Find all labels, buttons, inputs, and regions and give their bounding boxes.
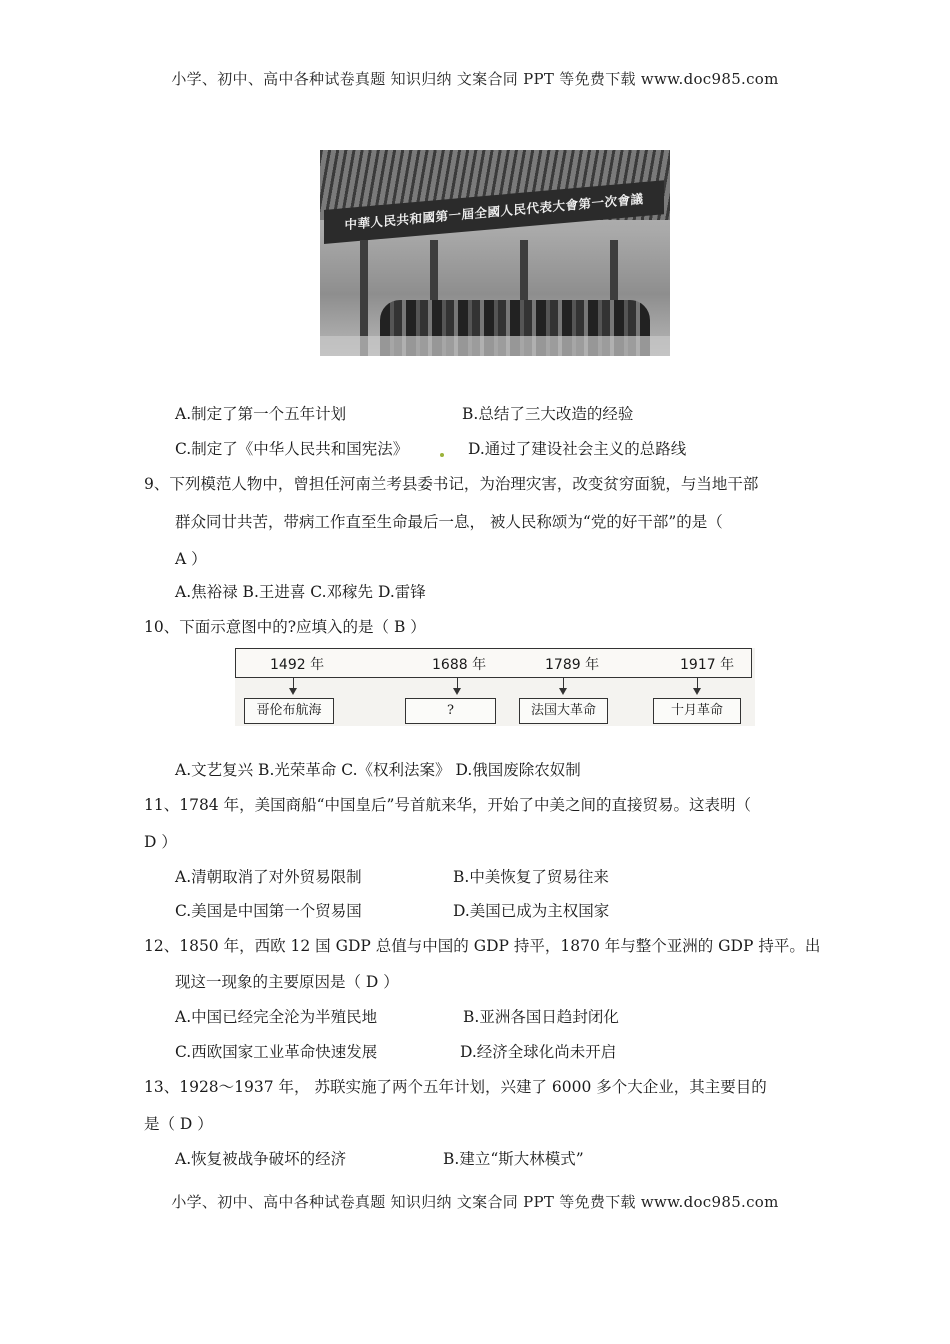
q9-stem-line2: 群众同廿共苦，带病工作直至生命最后一息， 被人民称颂为“党的好干部”的是（ <box>175 513 723 531</box>
q8-option-a: A.制定了第一个五年计划 <box>175 405 347 423</box>
q13-stem-line1: 13、1928～1937 年， 苏联实施了两个五年计划，兴建了 6000 多个大企业，其主要目的 <box>144 1078 767 1096</box>
timeline-event-unknown: ? <box>405 698 496 724</box>
page-footer: 小学、初中、高中各种试卷真题 知识归纳 文案合同 PPT 等免费下载 www.doc985.com <box>171 1193 779 1211</box>
timeline-event: 法国大革命 <box>519 698 608 724</box>
q8-option-c: C.制定了《中华人民共和国宪法》 <box>175 440 409 458</box>
q11-answer: D ） <box>144 833 177 851</box>
q12-option-c: C.西欧国家工业革命快速发展 <box>175 1043 378 1061</box>
timeline-arrow <box>457 678 458 692</box>
q12-stem-line2: 现这一现象的主要原因是（ D ） <box>175 973 399 991</box>
photo-ground <box>320 336 670 356</box>
timeline-arrow <box>293 678 294 692</box>
q12-option-a: A.中国已经完全沦为半殖民地 <box>175 1008 378 1026</box>
speck-mark <box>440 453 444 457</box>
q12-stem-line1: 12、1850 年，西欧 12 国 GDP 总值与中国的 GDP 持平，1870 年与整个亚洲的 GDP 持平。出 <box>144 937 821 955</box>
q11-option-a: A.清朝取消了对外贸易限制 <box>175 868 362 886</box>
timeline-year: 1917 年 <box>680 657 735 673</box>
q13-option-b: B.建立“斯大林模式” <box>443 1150 584 1168</box>
q8-option-d: D.通过了建设社会主义的总路线 <box>468 440 687 458</box>
timeline-year: 1492 年 <box>270 657 325 673</box>
q8-option-b: B.总结了三大改造的经验 <box>462 405 634 423</box>
q9-stem-line1: 9、下列模范人物中，曾担任河南兰考县委书记，为治理灾害，改变贫穷面貌，与当地干部 <box>144 475 759 493</box>
q10-stem: 10、下面示意图中的?应填入的是（ B ） <box>144 618 426 636</box>
q9-answer: A ） <box>175 550 207 568</box>
q12-option-d: D.经济全球化尚未开启 <box>460 1043 617 1061</box>
q10-timeline <box>235 648 755 726</box>
q13-stem-line2: 是（ D ） <box>144 1115 213 1133</box>
q11-option-b: B.中美恢复了贸易往来 <box>453 868 609 886</box>
q9-options: A.焦裕禄 B.王进喜 C.邓稼先 D.雷锋 <box>175 583 426 601</box>
timeline-year: 1688 年 <box>432 657 487 673</box>
q10-options: A.文艺复兴 B.光荣革命 C.《权利法案》 D.俄国废除农奴制 <box>175 761 581 779</box>
timeline-arrow <box>697 678 698 692</box>
q13-option-a: A.恢复被战争破坏的经济 <box>175 1150 347 1168</box>
page-header: 小学、初中、高中各种试卷真题 知识归纳 文案合同 PPT 等免费下载 www.doc985.com <box>171 70 779 88</box>
q11-option-d: D.美国已成为主权国家 <box>453 902 610 920</box>
q11-stem-line1: 11、1784 年，美国商船“中国皇后”号首航来华，开始了中美之间的直接贸易。这表明（ <box>144 796 751 814</box>
timeline-arrow <box>563 678 564 692</box>
timeline-year: 1789 年 <box>545 657 600 673</box>
timeline-event: 哥伦布航海 <box>244 698 334 724</box>
timeline-event: 十月革命 <box>653 698 741 724</box>
congress-photo <box>320 150 670 356</box>
q12-option-b: B.亚洲各国日趋封闭化 <box>463 1008 619 1026</box>
photo-banner: 中華人民共和國第一屆全國人民代表大會第一次會議 <box>324 180 664 244</box>
q11-option-c: C.美国是中国第一个贸易国 <box>175 902 362 920</box>
